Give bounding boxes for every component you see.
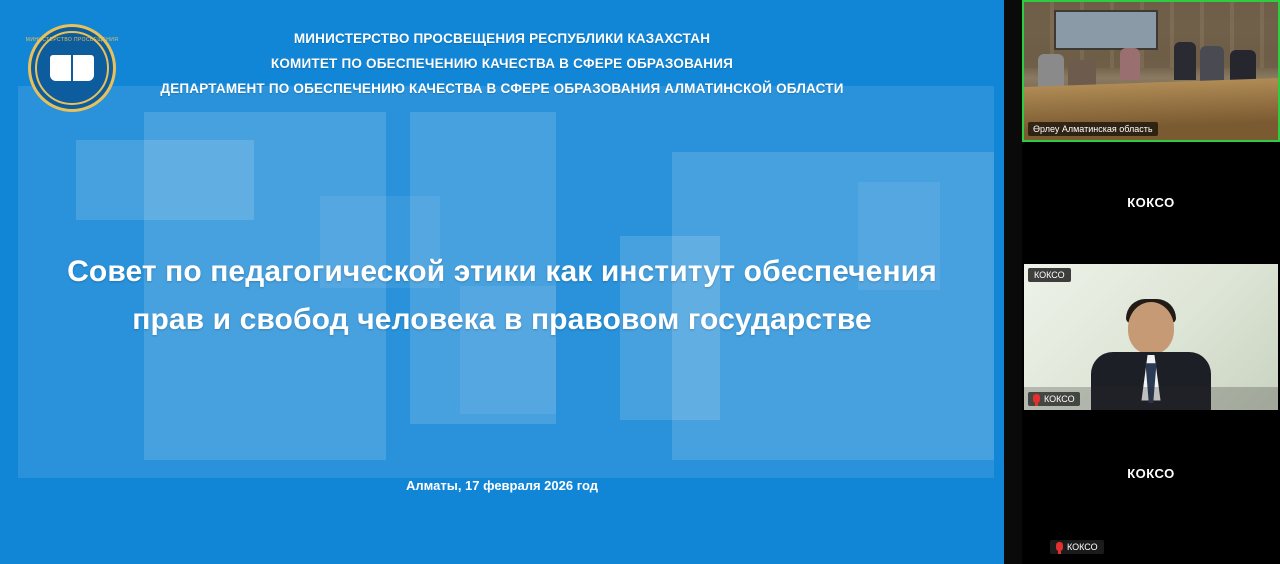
participant-bottom-chip [1050,540,1104,554]
participant-tile-kokso-2[interactable] [1022,262,1280,412]
header-line-2: КОМИТЕТ ПО ОБЕСПЕЧЕНИЮ КАЧЕСТВА В СФЕРЕ ОБРАЗОВАНИЯ [270,56,734,71]
header-line-1: МИНИСТЕРСТВО ПРОСВЕЩЕНИЯ РЕСПУБЛИКИ КАЗАХСТАН [293,31,711,46]
slide-footer: Алматы, 17 февраля 2026 год [406,478,598,493]
participant-name-text: КОКСО [1067,542,1098,552]
participant-name-chip [1028,392,1080,406]
participant-name-chip: Өрлеу Алматинская область [1028,122,1158,136]
slide-header [0,26,1004,101]
participant-name-label: КОКСО [1127,465,1175,481]
video-feed [1024,2,1278,140]
participant-rail[interactable] [1022,0,1280,564]
participant-name-text: КОКСО [1044,394,1075,404]
header-line-3: ДЕПАРТАМЕНТ ПО ОБЕСПЕЧЕНИЮ КАЧЕСТВА В СФЕРЕ ОБРАЗОВАНИЯ АЛМАТИНСКОЙ ОБЛАСТИ [160,81,844,96]
book-icon [50,55,94,81]
participant-tile-kokso-3[interactable] [1022,412,1280,534]
participant-tile-kokso-1[interactable] [1022,142,1280,262]
slide-title: Совет по педагогической этики как институт обеспечения прав и свобод человека в правовом государстве [67,255,937,336]
ministry-emblem-icon [25,24,119,112]
video-feed [1024,264,1278,410]
emblem-arc-text: МИНИСТЕРСТВО ПРОСВЕЩЕНИЯ [25,37,119,43]
participant-name-label: КОКСО [1127,194,1175,210]
participant-tile-orleu[interactable] [1022,0,1280,142]
participant-overlay-chip: КОКСО [1028,268,1071,282]
mic-muted-icon [1033,394,1040,403]
mic-muted-icon [1056,542,1063,551]
